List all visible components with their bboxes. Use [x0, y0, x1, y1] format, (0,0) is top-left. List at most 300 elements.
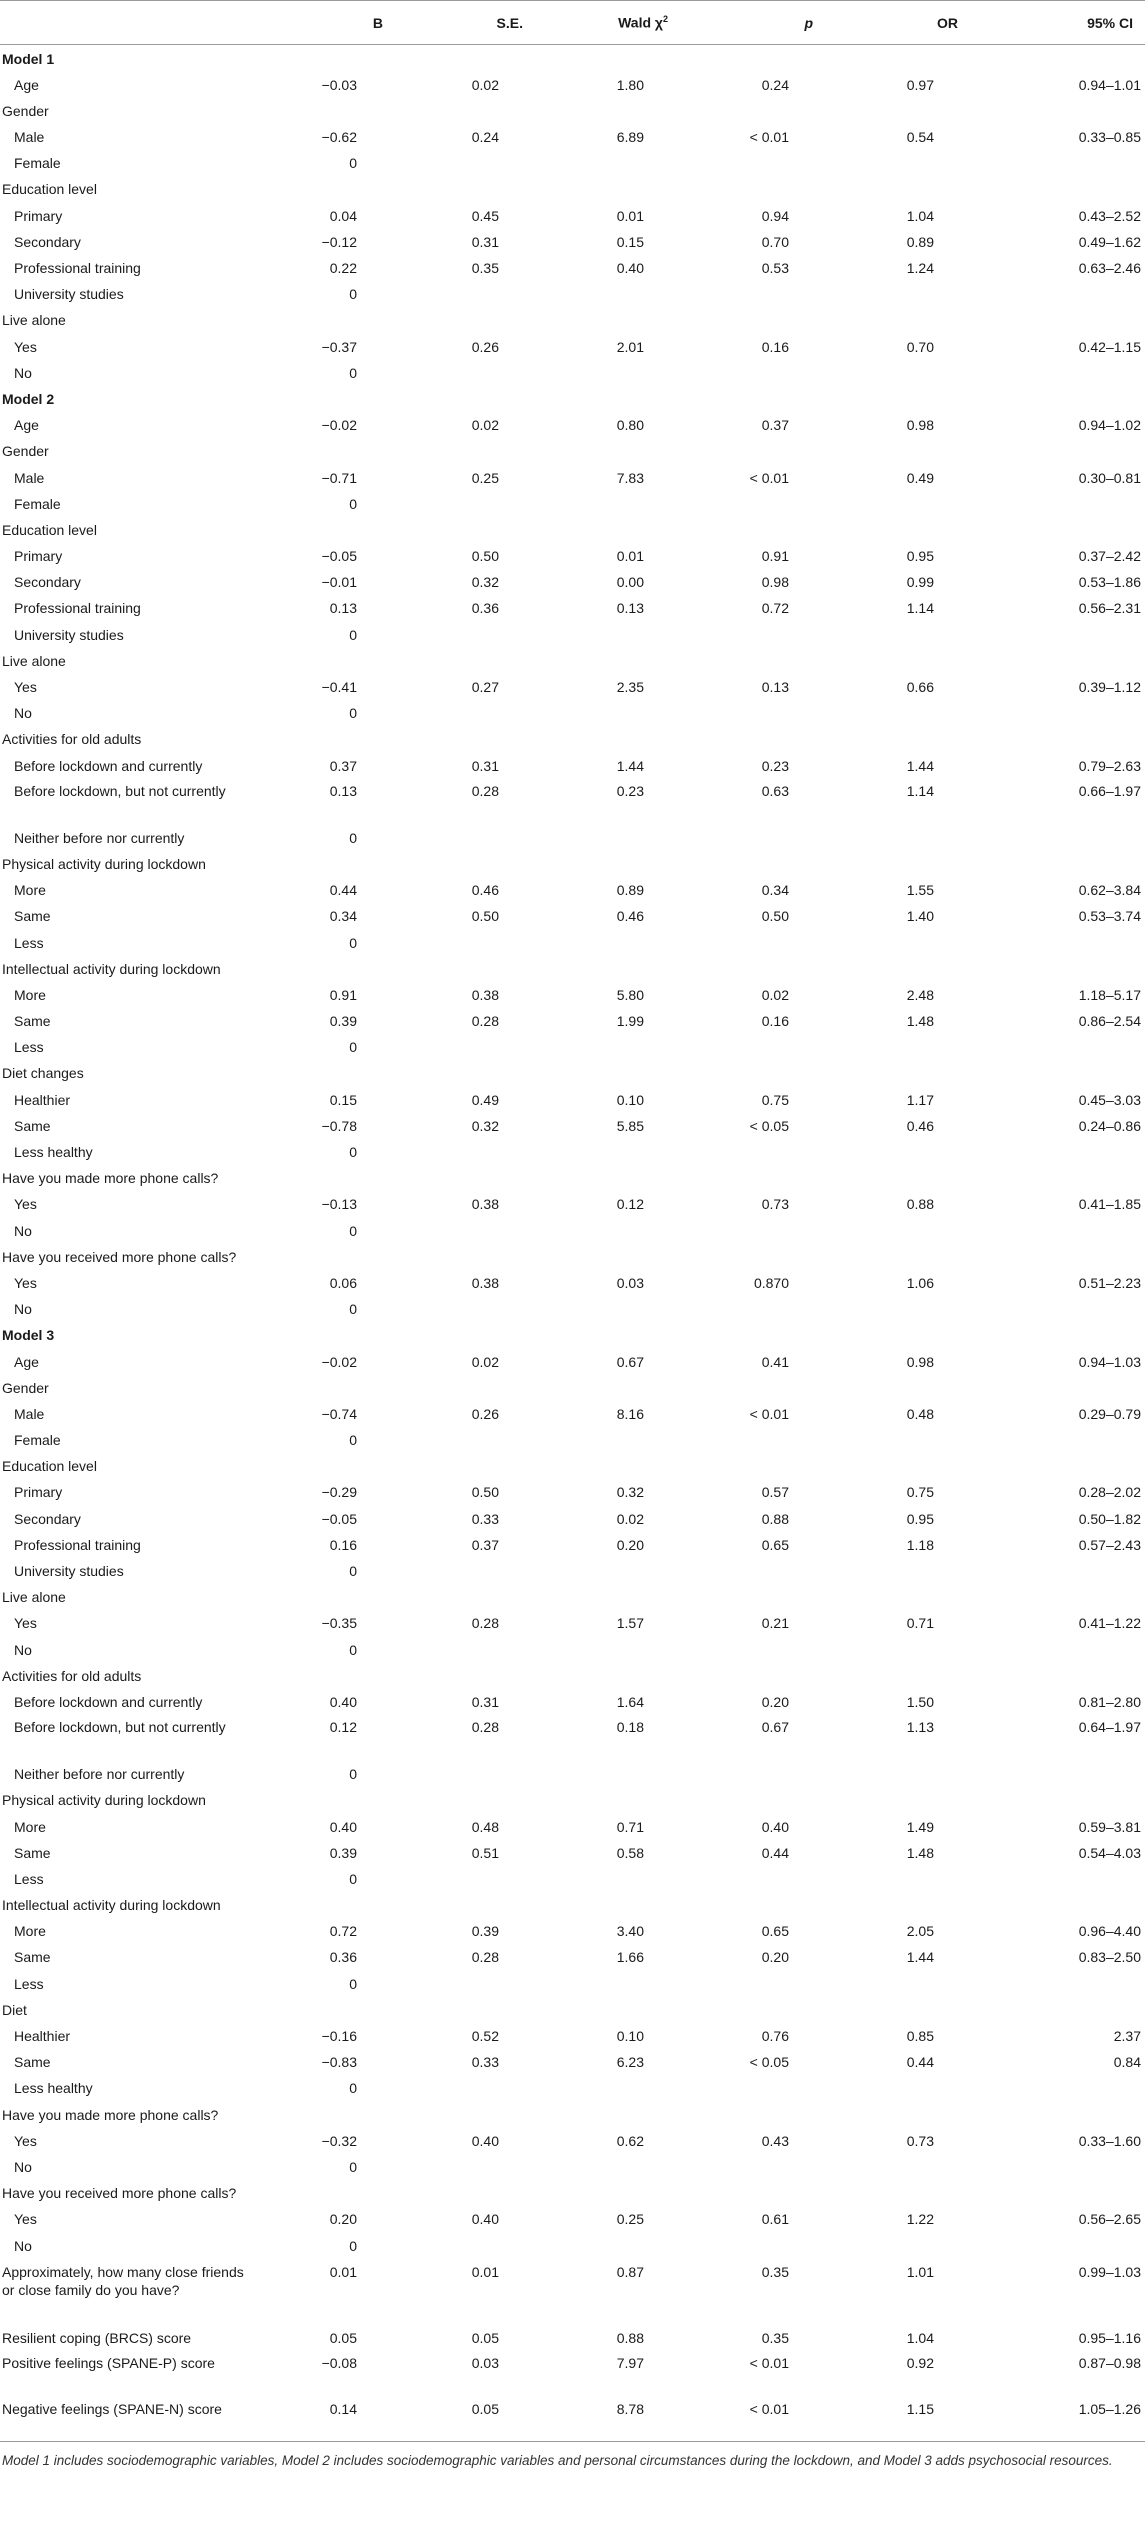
cell-wald: [535, 1374, 680, 1400]
header-wald-sup: 2: [662, 14, 668, 25]
row-label: Gender: [2, 102, 49, 119]
group-heading-row: [0, 955, 1145, 981]
row-label: Negative feelings (SPANE-N) score: [2, 2400, 222, 2417]
cell-b: [250, 385, 395, 411]
cell-or: [825, 359, 970, 385]
cell-se: 0.02: [471, 417, 499, 434]
table-row: [0, 1400, 1145, 1426]
cell-or: 0.44: [906, 2054, 934, 2071]
cell-wald: [535, 1426, 680, 1452]
cell-ci: [970, 516, 1145, 542]
cell-p: [680, 280, 825, 306]
cell-se: [395, 824, 535, 850]
row-label: No: [14, 1301, 32, 1318]
cell-se: 0.33: [471, 1510, 499, 1527]
group-heading-row: [0, 1243, 1145, 1269]
cell-p: [680, 1662, 825, 1688]
cell-or: [825, 1243, 970, 1269]
cell-or: 1.22: [906, 2211, 934, 2228]
cell-ci: [970, 1059, 1145, 1085]
table-row: [0, 1138, 1145, 1164]
group-heading-row: [0, 97, 1145, 123]
row-label: Neither before nor currently: [14, 1766, 185, 1783]
cell-se: [395, 97, 535, 123]
cell-b: 0: [349, 1870, 357, 1887]
cell-or: 1.44: [906, 1949, 934, 1966]
group-heading-row: [0, 1891, 1145, 1917]
cell-p: [680, 1295, 825, 1321]
cell-wald: [535, 149, 680, 175]
cell-or: 0.48: [906, 1405, 934, 1422]
row-label: Yes: [14, 679, 37, 695]
table-row: [0, 1531, 1145, 1557]
cell-se: [395, 1636, 535, 1662]
row-label: Live alone: [2, 312, 66, 329]
cell-p: [680, 1426, 825, 1452]
cell-or: 0.97: [906, 76, 934, 93]
cell-b: 0.39: [329, 1013, 357, 1030]
cell-b: 0: [349, 364, 357, 381]
cell-wald: 6.23: [616, 2054, 644, 2071]
cell-p: [680, 1557, 825, 1583]
cell-or: [825, 97, 970, 123]
row-label: Yes: [14, 2132, 37, 2149]
cell-b: 0: [349, 1766, 357, 1783]
row-label: Before lockdown, but not currently: [14, 782, 226, 799]
cell-wald: 0.20: [616, 1536, 644, 1553]
cell-ci: 0.33–0.85: [1078, 129, 1141, 146]
cell-wald: [535, 1970, 680, 1996]
cell-b: −0.71: [321, 469, 357, 486]
cell-wald: 0.89: [616, 882, 644, 899]
cell-se: [395, 1059, 535, 1085]
cell-wald: [535, 2101, 680, 2127]
cell-wald: [535, 1865, 680, 1891]
cell-wald: 1.57: [616, 1615, 644, 1632]
cell-wald: [535, 1786, 680, 1812]
cell-ci: 0.53–3.74: [1078, 908, 1141, 925]
cell-or: 0.89: [906, 233, 934, 250]
cell-wald: 0.58: [616, 1844, 644, 1861]
cell-or: 1.04: [906, 207, 934, 224]
cell-p: [680, 1164, 825, 1190]
cell-b: −0.35: [321, 1615, 357, 1632]
cell-b: 0: [349, 1039, 357, 1056]
cell-wald: [535, 725, 680, 751]
table-row: [0, 149, 1145, 175]
row-label: Healthier: [14, 1091, 71, 1108]
cell-ci: [970, 175, 1145, 201]
cell-se: 0.38: [471, 1196, 499, 1213]
cell-se: [395, 280, 535, 306]
cell-p: 0.75: [761, 1091, 789, 1108]
table-row: [0, 1478, 1145, 1504]
cell-or: 0.46: [906, 1117, 934, 1134]
row-label: Professional training: [14, 1536, 141, 1553]
cell-b: 0: [349, 1144, 357, 1160]
cell-b: −0.03: [321, 76, 357, 93]
cell-se: [395, 850, 535, 876]
cell-or: [825, 955, 970, 981]
cell-p: [680, 2153, 825, 2179]
cell-or: [825, 149, 970, 175]
cell-wald: 8.78: [616, 2400, 644, 2417]
cell-se: [395, 385, 535, 411]
cell-b: 0: [349, 1563, 357, 1579]
cell-b: 0: [349, 495, 357, 512]
cell-se: 0.31: [471, 757, 499, 774]
cell-ci: 0.83–2.50: [1078, 1949, 1141, 1966]
table-row: [0, 1086, 1145, 1112]
cell-b: −0.02: [321, 1353, 357, 1370]
cell-ci: [970, 2153, 1145, 2179]
cell-wald: 0.46: [616, 908, 644, 925]
row-label: Education level: [2, 1458, 97, 1475]
row-label: Gender: [2, 1379, 49, 1396]
cell-ci: [970, 45, 1145, 71]
cell-wald: [535, 850, 680, 876]
cell-b: −0.05: [321, 548, 357, 565]
group-heading-row: [0, 725, 1145, 751]
cell-se: 0.05: [471, 2400, 499, 2417]
cell-b: 0: [349, 1975, 357, 1992]
table-row: [0, 2153, 1145, 2179]
cell-or: 0.99: [906, 574, 934, 591]
cell-b: 0.20: [329, 2211, 357, 2228]
cell-ci: 0.49–1.62: [1078, 233, 1141, 250]
cell-ci: 0.33–1.60: [1078, 2132, 1141, 2149]
cell-or: 0.88: [906, 1196, 934, 1213]
row-label: University studies: [14, 626, 124, 643]
cell-se: 0.31: [471, 1693, 499, 1710]
row-label: No: [14, 1641, 32, 1658]
cell-or: [825, 2153, 970, 2179]
table-row: [0, 594, 1145, 620]
cell-wald: 0.40: [616, 260, 644, 276]
cell-wald: 1.64: [616, 1693, 644, 1710]
cell-p: [680, 490, 825, 516]
cell-or: [825, 850, 970, 876]
row-label: Before lockdown, but not currently: [14, 1719, 226, 1736]
row-label: Diet changes: [2, 1065, 84, 1082]
cell-ci: [970, 621, 1145, 647]
cell-se: 0.50: [471, 1484, 499, 1501]
cell-se: [395, 2232, 535, 2258]
cell-se: [395, 725, 535, 751]
cell-p: 0.35: [761, 2329, 789, 2346]
table-row: [0, 824, 1145, 850]
cell-p: 0.72: [761, 600, 789, 617]
cell-or: [825, 280, 970, 306]
row-label: Yes: [14, 338, 37, 355]
cell-b: 0.13: [329, 600, 357, 617]
cell-se: [395, 175, 535, 201]
cell-se: [395, 149, 535, 175]
table-row: [0, 2396, 1145, 2442]
cell-wald: 0.18: [616, 1719, 644, 1736]
cell-p: [680, 929, 825, 955]
table-row: [0, 902, 1145, 928]
cell-or: 1.49: [906, 1818, 934, 1835]
cell-or: [825, 45, 970, 71]
cell-wald: 1.66: [616, 1949, 644, 1966]
cell-se: [395, 929, 535, 955]
cell-b: 0: [349, 1641, 357, 1658]
cell-b: 0: [349, 705, 357, 722]
cell-ci: 0.79–2.63: [1078, 757, 1141, 774]
cell-wald: [535, 97, 680, 123]
table-row: [0, 1688, 1145, 1714]
cell-b: −0.16: [321, 2028, 357, 2044]
cell-or: 0.73: [906, 2132, 934, 2149]
model-label: Model 2: [2, 390, 55, 407]
cell-b: 0.72: [329, 1923, 357, 1940]
cell-p: 0.65: [761, 1923, 789, 1940]
row-label: Intellectual activity during lockdown: [2, 960, 221, 977]
cell-se: 0.36: [471, 600, 499, 617]
cell-ci: 0.29–0.79: [1078, 1405, 1141, 1422]
cell-ci: [970, 149, 1145, 175]
cell-se: [395, 1138, 535, 1164]
cell-ci: 0.43–2.52: [1078, 207, 1141, 224]
cell-se: [395, 437, 535, 463]
table-row: [0, 228, 1145, 254]
group-heading-row: [0, 1452, 1145, 1478]
cell-ci: [970, 1583, 1145, 1609]
row-label: Positive feelings (SPANE-P) score: [2, 2354, 215, 2371]
cell-p: 0.91: [761, 548, 789, 565]
group-heading-row: [0, 175, 1145, 201]
cell-b: 0: [349, 829, 357, 846]
cell-ci: 0.37–2.42: [1078, 548, 1141, 565]
row-label: Less healthy: [14, 1144, 93, 1160]
table-row: [0, 1269, 1145, 1295]
row-label: Healthier: [14, 2028, 71, 2044]
cell-se: 0.32: [471, 574, 499, 591]
cell-ci: [970, 955, 1145, 981]
cell-wald: 0.01: [616, 207, 644, 224]
row-label: No: [14, 2237, 32, 2254]
cell-p: 0.20: [761, 1949, 789, 1966]
cell-wald: [535, 437, 680, 463]
cell-or: [825, 1996, 970, 2022]
cell-ci: [970, 1970, 1145, 1996]
cell-b: 0.13: [329, 782, 357, 799]
row-label: Age: [14, 1353, 39, 1370]
cell-or: 0.95: [906, 548, 934, 565]
group-heading-row: [0, 516, 1145, 542]
cell-or: 1.14: [906, 782, 934, 799]
cell-se: 0.50: [471, 908, 499, 925]
cell-p: [680, 1217, 825, 1243]
table-row: [0, 71, 1145, 97]
cell-or: 1.48: [906, 1844, 934, 1861]
cell-wald: [535, 1583, 680, 1609]
cell-se: 0.40: [471, 2132, 499, 2149]
table-row: [0, 202, 1145, 228]
row-label: More: [14, 882, 46, 899]
cell-wald: 0.12: [616, 1196, 644, 1213]
row-label: Male: [14, 129, 45, 146]
cell-wald: 1.80: [616, 76, 644, 93]
cell-p: < 0.05: [749, 1117, 789, 1134]
cell-or: 1.24: [906, 260, 934, 276]
table-row: [0, 929, 1145, 955]
cell-p: [680, 45, 825, 71]
cell-se: [395, 359, 535, 385]
row-label: Female: [14, 155, 61, 172]
cell-wald: [535, 1760, 680, 1786]
cell-se: [395, 2179, 535, 2205]
row-label: University studies: [14, 1563, 124, 1579]
group-heading-row: [0, 647, 1145, 673]
cell-se: [395, 955, 535, 981]
cell-ci: 0.62–3.84: [1078, 882, 1141, 899]
row-label: Male: [14, 469, 45, 486]
cell-b: −0.12: [321, 233, 357, 250]
cell-b: [250, 516, 395, 542]
cell-p: 0.21: [761, 1615, 789, 1632]
cell-b: [250, 306, 395, 332]
cell-wald: [535, 359, 680, 385]
table-row: [0, 1970, 1145, 1996]
header-wald-base: Wald χ: [618, 14, 663, 31]
cell-b: [250, 1452, 395, 1478]
cell-wald: 0.88: [616, 2329, 644, 2346]
cell-or: 1.06: [906, 1274, 934, 1291]
cell-b: 0: [349, 1432, 357, 1449]
cell-wald: 0.10: [616, 2028, 644, 2044]
group-heading-row: [0, 1164, 1145, 1190]
group-heading-row: [0, 306, 1145, 332]
cell-ci: [970, 1033, 1145, 1059]
cell-p: 0.63: [761, 782, 789, 799]
row-label: Before lockdown and currently: [14, 757, 203, 774]
row-label: Secondary: [14, 574, 81, 591]
cell-ci: 0.94–1.03: [1078, 1353, 1141, 1370]
cell-or: [825, 1970, 970, 1996]
cell-b: 0: [349, 1301, 357, 1318]
cell-wald: [535, 2153, 680, 2179]
cell-ci: 0.86–2.54: [1078, 1013, 1141, 1030]
cell-p: 0.57: [761, 1484, 789, 1501]
cell-or: 1.13: [906, 1719, 934, 1736]
cell-se: 0.48: [471, 1818, 499, 1835]
row-label: Have you made more phone calls?: [2, 1170, 219, 1187]
cell-ci: [970, 1217, 1145, 1243]
cell-b: 0.12: [329, 1719, 357, 1736]
cell-se: [395, 1217, 535, 1243]
table-row: [0, 673, 1145, 699]
cell-se: 0.28: [471, 1013, 499, 1030]
cell-p: [680, 1059, 825, 1085]
cell-or: 1.55: [906, 882, 934, 899]
cell-ci: [970, 725, 1145, 751]
cell-ci: 0.57–2.43: [1078, 1536, 1141, 1553]
cell-p: 0.35: [761, 2263, 789, 2280]
cell-p: [680, 2232, 825, 2258]
row-label: Gender: [2, 443, 49, 460]
cell-se: 0.02: [471, 76, 499, 93]
cell-or: [825, 647, 970, 673]
table-row: [0, 1609, 1145, 1635]
cell-wald: 0.71: [616, 1818, 644, 1835]
cell-wald: [535, 1996, 680, 2022]
cell-se: [395, 1970, 535, 1996]
cell-ci: [970, 1164, 1145, 1190]
cell-ci: 0.84: [1113, 2054, 1141, 2071]
cell-se: 0.32: [471, 1117, 499, 1134]
cell-se: [395, 1891, 535, 1917]
cell-p: [680, 1970, 825, 1996]
cell-se: 0.03: [471, 2354, 499, 2371]
cell-wald: [535, 490, 680, 516]
cell-wald: [535, 385, 680, 411]
cell-or: 1.18: [906, 1536, 934, 1553]
row-label: Same: [14, 2054, 51, 2071]
row-label: Live alone: [2, 652, 66, 669]
cell-se: [395, 1243, 535, 1269]
cell-wald: 0.15: [616, 233, 644, 250]
table-row: [0, 1943, 1145, 1969]
cell-p: [680, 2179, 825, 2205]
cell-p: [680, 1865, 825, 1891]
cell-wald: [535, 1164, 680, 1190]
row-label: Primary: [14, 1484, 63, 1501]
cell-or: [825, 2101, 970, 2127]
table-row: [0, 464, 1145, 490]
cell-ci: [970, 1243, 1145, 1269]
cell-se: [395, 2153, 535, 2179]
table-row: [0, 1033, 1145, 1059]
cell-p: 0.870: [753, 1274, 789, 1291]
cell-b: −0.08: [321, 2354, 357, 2371]
cell-p: 0.41: [761, 1353, 789, 1370]
cell-se: [395, 1164, 535, 1190]
cell-p: [680, 1760, 825, 1786]
cell-wald: [535, 2232, 680, 2258]
cell-se: 0.25: [471, 469, 499, 486]
cell-p: [680, 1786, 825, 1812]
cell-ci: 0.63–2.46: [1078, 260, 1141, 276]
group-heading-row: [0, 850, 1145, 876]
table-row: [0, 411, 1145, 437]
cell-ci: 0.53–1.86: [1078, 574, 1141, 591]
cell-wald: [535, 1243, 680, 1269]
cell-se: [395, 699, 535, 725]
cell-wald: [535, 647, 680, 673]
cell-b: 0.06: [329, 1274, 357, 1291]
row-label: Education level: [2, 181, 97, 198]
cell-wald: [535, 1059, 680, 1085]
cell-p: < 0.01: [749, 2354, 789, 2371]
cell-b: 0: [349, 626, 357, 643]
cell-or: [825, 385, 970, 411]
cell-or: [825, 1557, 970, 1583]
cell-or: [825, 516, 970, 542]
cell-wald: [535, 2179, 680, 2205]
table-row: [0, 2127, 1145, 2153]
cell-b: 0: [349, 934, 357, 951]
cell-b: 0.04: [329, 207, 357, 224]
cell-ci: 0.99–1.03: [1078, 2263, 1141, 2280]
group-heading-row: [0, 1583, 1145, 1609]
table-row: [0, 1557, 1145, 1583]
cell-b: −0.62: [321, 129, 357, 146]
row-label: More: [14, 1923, 46, 1940]
cell-wald: [535, 1452, 680, 1478]
table-row: [0, 1714, 1145, 1760]
